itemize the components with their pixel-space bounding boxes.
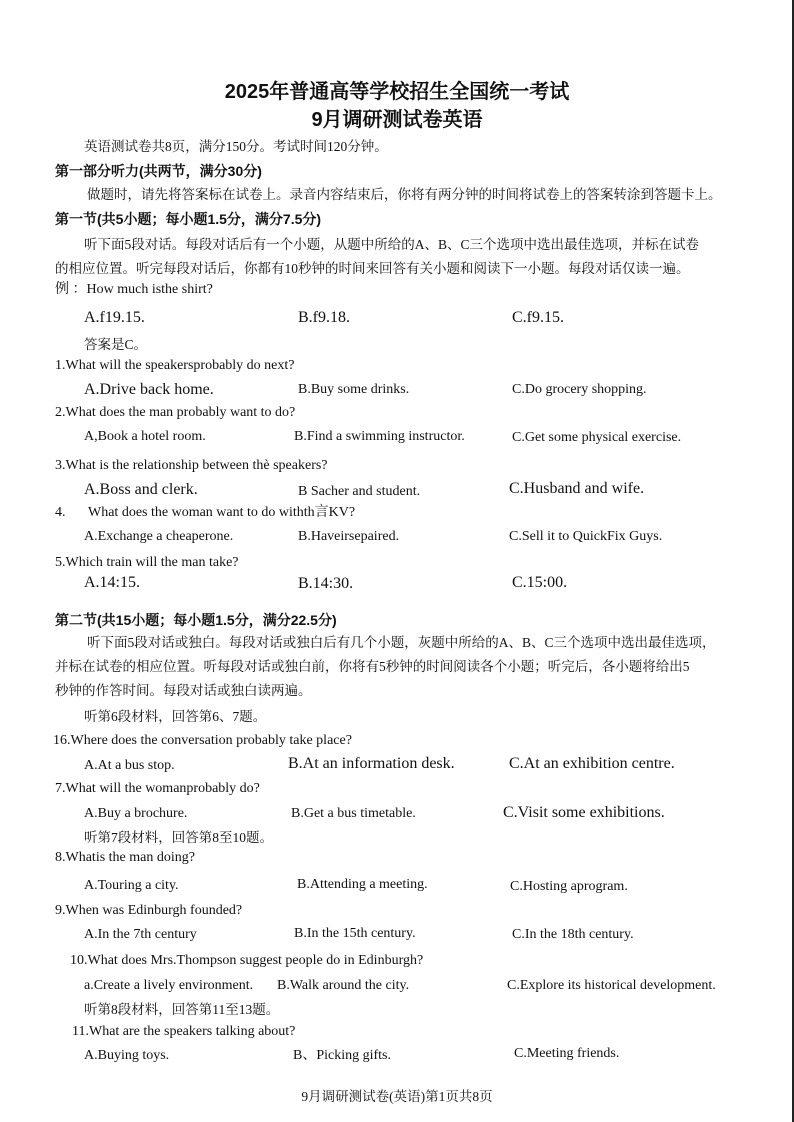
- question-10: 10.What does Mrs.Thompson suggest people do in Edinburgh?: [70, 953, 424, 968]
- section1-heading: 第一节(共5小题；每小题1.5分，满分7.5分): [55, 211, 322, 227]
- option-c: C.In the 18th century.: [512, 927, 634, 942]
- section2-heading: 第二节(共15小题；每小题1.5分，满分22.5分): [55, 612, 337, 628]
- option-a: A.Boss and clerk.: [84, 481, 198, 498]
- question-11: 11.What are the speakers talking about?: [72, 1024, 296, 1039]
- question-9: 9.When was Edinburgh founded?: [55, 903, 243, 918]
- material-8-note: 听第8段材料，回答第11至13题。: [84, 1002, 280, 1017]
- option-a: a.Create a lively environment.: [84, 978, 254, 993]
- page-footer: 9月调研测试卷(英语)第1页共8页: [301, 1089, 493, 1104]
- option-b: B.Walk around the city.: [277, 978, 410, 993]
- option-b: B Sacher and student.: [298, 484, 421, 499]
- intro-text: 英语测试卷共8页，满分150分。考试时间120分钟。: [84, 139, 388, 154]
- material-6-note: 听第6段材料，回答第6、7题。: [84, 709, 267, 724]
- option-c: C.Sell it to QuickFix Guys.: [509, 529, 663, 544]
- example-option-a: A.f19.15.: [84, 309, 145, 326]
- option-c: C.Meeting friends.: [514, 1046, 620, 1061]
- option-c: C.Do grocery shopping.: [512, 382, 647, 397]
- option-b: B.At an information desk.: [288, 755, 455, 772]
- question-3: 3.What is the relationship between thè speakers?: [55, 458, 328, 473]
- option-b: B.In the 15th century.: [294, 926, 416, 941]
- option-b: B.Attending a meeting.: [297, 877, 428, 892]
- option-a: A.At a bus stop.: [84, 758, 175, 773]
- option-a: A.Drive back home.: [84, 381, 214, 398]
- question-16: 16.Where does the conversation probably take place?: [53, 733, 352, 748]
- option-c: C.15:00.: [512, 574, 568, 591]
- section2-paragraph: 听下面5段对话或独白。每段对话或独白后有几个小题，灰题中所给的A、B、C三个选项中选出最佳选项，: [87, 635, 716, 650]
- option-b: B.Buy some drinks.: [298, 382, 410, 397]
- option-b: B.14:30.: [298, 575, 354, 592]
- example-answer: 答案是C。: [84, 337, 148, 352]
- option-a: A.Buy a brochure.: [84, 806, 188, 821]
- question-1: 1.What will the speakersprobably do next?: [55, 358, 295, 373]
- option-a: A,Book a hotel room.: [84, 429, 206, 444]
- example-option-b: B.f9.18.: [298, 309, 350, 326]
- option-c: C.At an exhibition centre.: [509, 755, 675, 772]
- section2-paragraph: 秒钟的作答时间。每段对话或独白读两遍。: [55, 683, 312, 698]
- question-5: 5.Which train will the man take?: [55, 555, 239, 570]
- question-7: 7.What will the womanprobably do?: [55, 781, 260, 796]
- option-a: A.Touring a city.: [84, 878, 179, 893]
- option-b: B.Haveirsepaired.: [298, 529, 400, 544]
- option-c: C.Get some physical exercise.: [512, 430, 682, 445]
- option-b: B、Picking gifts.: [293, 1048, 392, 1063]
- question-4: What does the woman want to do withth言KV?: [88, 505, 356, 520]
- exam-subtitle: 9月调研测试卷英语: [311, 109, 483, 131]
- section1-paragraph: 的相应位置。听完每段对话后，你都有10秒钟的时间来回答有关小题和阅读下一小题。每段对话仅读一遍。: [55, 261, 690, 276]
- option-b: B.Get a bus timetable.: [291, 806, 416, 821]
- example-question: 例 ：How much isthe shirt?: [55, 282, 213, 297]
- option-c: C.Hosting aprogram.: [510, 879, 628, 894]
- section1-paragraph: 听下面5段对话。每段对话后有一个小题，从题中所给的A、B、C三个选项中选出最佳选项，并标在试卷: [84, 237, 700, 252]
- part1-heading: 第一部分听力(共两节，满分30分): [55, 163, 262, 179]
- question-4-number: 4.: [55, 505, 66, 520]
- option-c: C.Husband and wife.: [509, 480, 645, 497]
- material-7-note: 听第7段材料，回答第8至10题。: [84, 830, 273, 845]
- option-a: A.14:15.: [84, 574, 140, 591]
- question-8: 8.Whatis the man doing?: [55, 850, 195, 865]
- option-b: B.Find a swimming instructor.: [294, 429, 465, 444]
- option-c: C.Visit some exhibitions.: [503, 804, 665, 821]
- option-c: C.Explore its historical development.: [507, 978, 716, 993]
- question-2: 2.What does the man probably want to do?: [55, 405, 296, 420]
- part1-instruction: 做题时，请先将答案标在试卷上。录音内容结束后，你将有两分钟的时间将试卷上的答案转涂到答题卡上。: [87, 187, 722, 202]
- exam-title: 2025年普通高等学校招生全国统一考试: [224, 81, 570, 103]
- option-a: A.Buying toys.: [84, 1048, 170, 1063]
- option-a: A.Exchange a cheaperone.: [84, 529, 234, 544]
- example-option-c: C.f9.15.: [512, 309, 564, 326]
- section2-paragraph: 并标在试卷的相应位置。听每段对话或独白前，你将有5秒钟的时间阅读各个小题；听完后，各小题将给出5: [55, 659, 690, 674]
- option-a: A.In the 7th century: [84, 927, 197, 942]
